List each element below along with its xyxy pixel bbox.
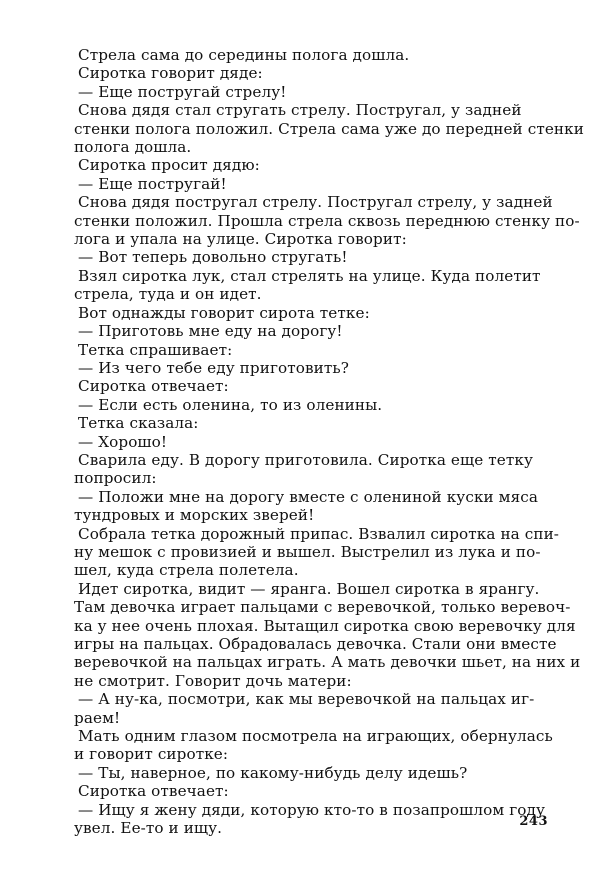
paragraph: [76, 782, 526, 800]
paragraph: [76, 248, 526, 266]
text-line: полога дошла.: [74, 138, 192, 157]
text-line: тундровых и морских зверей!: [74, 506, 315, 525]
paragraph: [74, 101, 584, 157]
paragraph: [76, 175, 526, 193]
text-line: Взял сиротка лук, стал стрелять на улице. Куда полетит: [78, 266, 541, 285]
text-line: Сиротка отвечает:: [78, 782, 229, 801]
text-line: ну мешок с провизией и вышел. Выстрелил из лука и по-: [74, 542, 541, 561]
paragraph: [76, 83, 526, 101]
paragraph: [76, 433, 526, 451]
paragraph: [76, 304, 526, 322]
paragraph: [76, 414, 526, 432]
text-line: Снова дядя постругал стрелу. Постругал стрелу, у задней: [78, 193, 553, 212]
text-line: веревочкой на пальцах играть. А мать девочки шьет, на них и: [74, 653, 581, 672]
paragraph: [76, 764, 526, 782]
text-line: игры на пальцах. Обрадовалась девочка. Стали они вместе: [74, 635, 557, 653]
paragraph: [74, 579, 581, 690]
paragraph: [74, 727, 553, 764]
text-line: увел. Ее-то и ищу.: [74, 819, 223, 838]
text-line: — Положи мне на дорогу вместе с олениной куски мяса: [78, 487, 539, 506]
text-line: — Ты, наверное, по какому-нибудь делу идешь?: [78, 763, 468, 782]
paragraph: [74, 450, 533, 488]
text-line: стенки полога положил. Стрела сама уже до передней стенки: [74, 119, 584, 138]
text-line: — Вот теперь довольно стругать!: [78, 248, 348, 267]
paragraph: [76, 341, 526, 359]
text-line: Снова дядя стал стругать стрелу. Постругал, у задней: [78, 101, 522, 120]
paragraph: [74, 266, 541, 304]
paragraph: [76, 46, 526, 64]
text-line: — Ищу я жену дяди, которую кто-то в позапрошлом году: [78, 800, 546, 819]
text-line: стрела, туда и он идет.: [74, 285, 262, 304]
text-line: — Еще постругай стрелу!: [78, 82, 287, 101]
page-number: 243: [519, 814, 548, 829]
paragraph: [76, 396, 526, 414]
text-line: Сиротка говорит дяде:: [78, 64, 263, 83]
paragraph: [76, 322, 526, 340]
text-line: Вот однажды говорит сирота тетке:: [78, 303, 370, 322]
text-line: — Приготовь мне еду на дорогу!: [78, 322, 343, 341]
text-line: раем!: [74, 708, 121, 727]
text-line: Тетка сказала:: [78, 414, 199, 433]
text-line: — А ну-ка, посмотри, как мы веревочкой на пальцах иг-: [78, 690, 535, 709]
text-line: Идет сиротка, видит — яранга. Вошел сиротка в ярангу.: [78, 579, 540, 598]
text-line: шел, куда стрела полетела.: [74, 561, 299, 580]
text-line: Тетка спрашивает:: [78, 340, 233, 359]
text-line: Сиротка просит дядю:: [78, 156, 260, 175]
text-line: Мать одним глазом посмотрела на играющих, обернулась: [78, 727, 553, 746]
paragraph: [74, 690, 535, 727]
paragraph: [76, 64, 526, 82]
text-line: Стрела сама до середины полога дошла.: [78, 46, 410, 64]
text-line: — Из чего тебе еду приготовить?: [78, 358, 349, 377]
text-line: не смотрит. Говорит дочь матери:: [74, 671, 352, 690]
text-line: — Хорошо!: [78, 432, 168, 451]
text-line: ка у нее очень плохая. Вытащил сиротка свою веревочку для: [74, 616, 576, 635]
paragraph: [74, 193, 580, 249]
text-line: лога и упала на улице. Сиротка говорит:: [74, 230, 407, 249]
text-line: — Еще постругай!: [78, 174, 227, 193]
text-line: и говорит сиротке:: [74, 745, 229, 764]
text-line: Там девочка играет пальцами с веревочкой, только веревоч-: [74, 598, 571, 617]
paragraph: [76, 359, 526, 377]
paragraph: [74, 487, 539, 525]
text-line: стенки положил. Прошла стрела сквозь переднюю стенку по-: [74, 211, 580, 230]
paragraph: [74, 524, 560, 580]
text-line: Сварила еду. В дорогу приготовила. Сиротка еще тетку: [78, 450, 533, 469]
text-line: Собрала тетка дорожный припас. Взвалил сиротка на спи-: [78, 524, 560, 543]
text-line: попросил:: [74, 469, 157, 488]
paragraph: [76, 377, 526, 395]
text-line: Сиротка отвечает:: [78, 377, 229, 396]
text-line: — Если есть оленина, то из оленины.: [78, 395, 383, 414]
paragraph: [76, 156, 526, 174]
